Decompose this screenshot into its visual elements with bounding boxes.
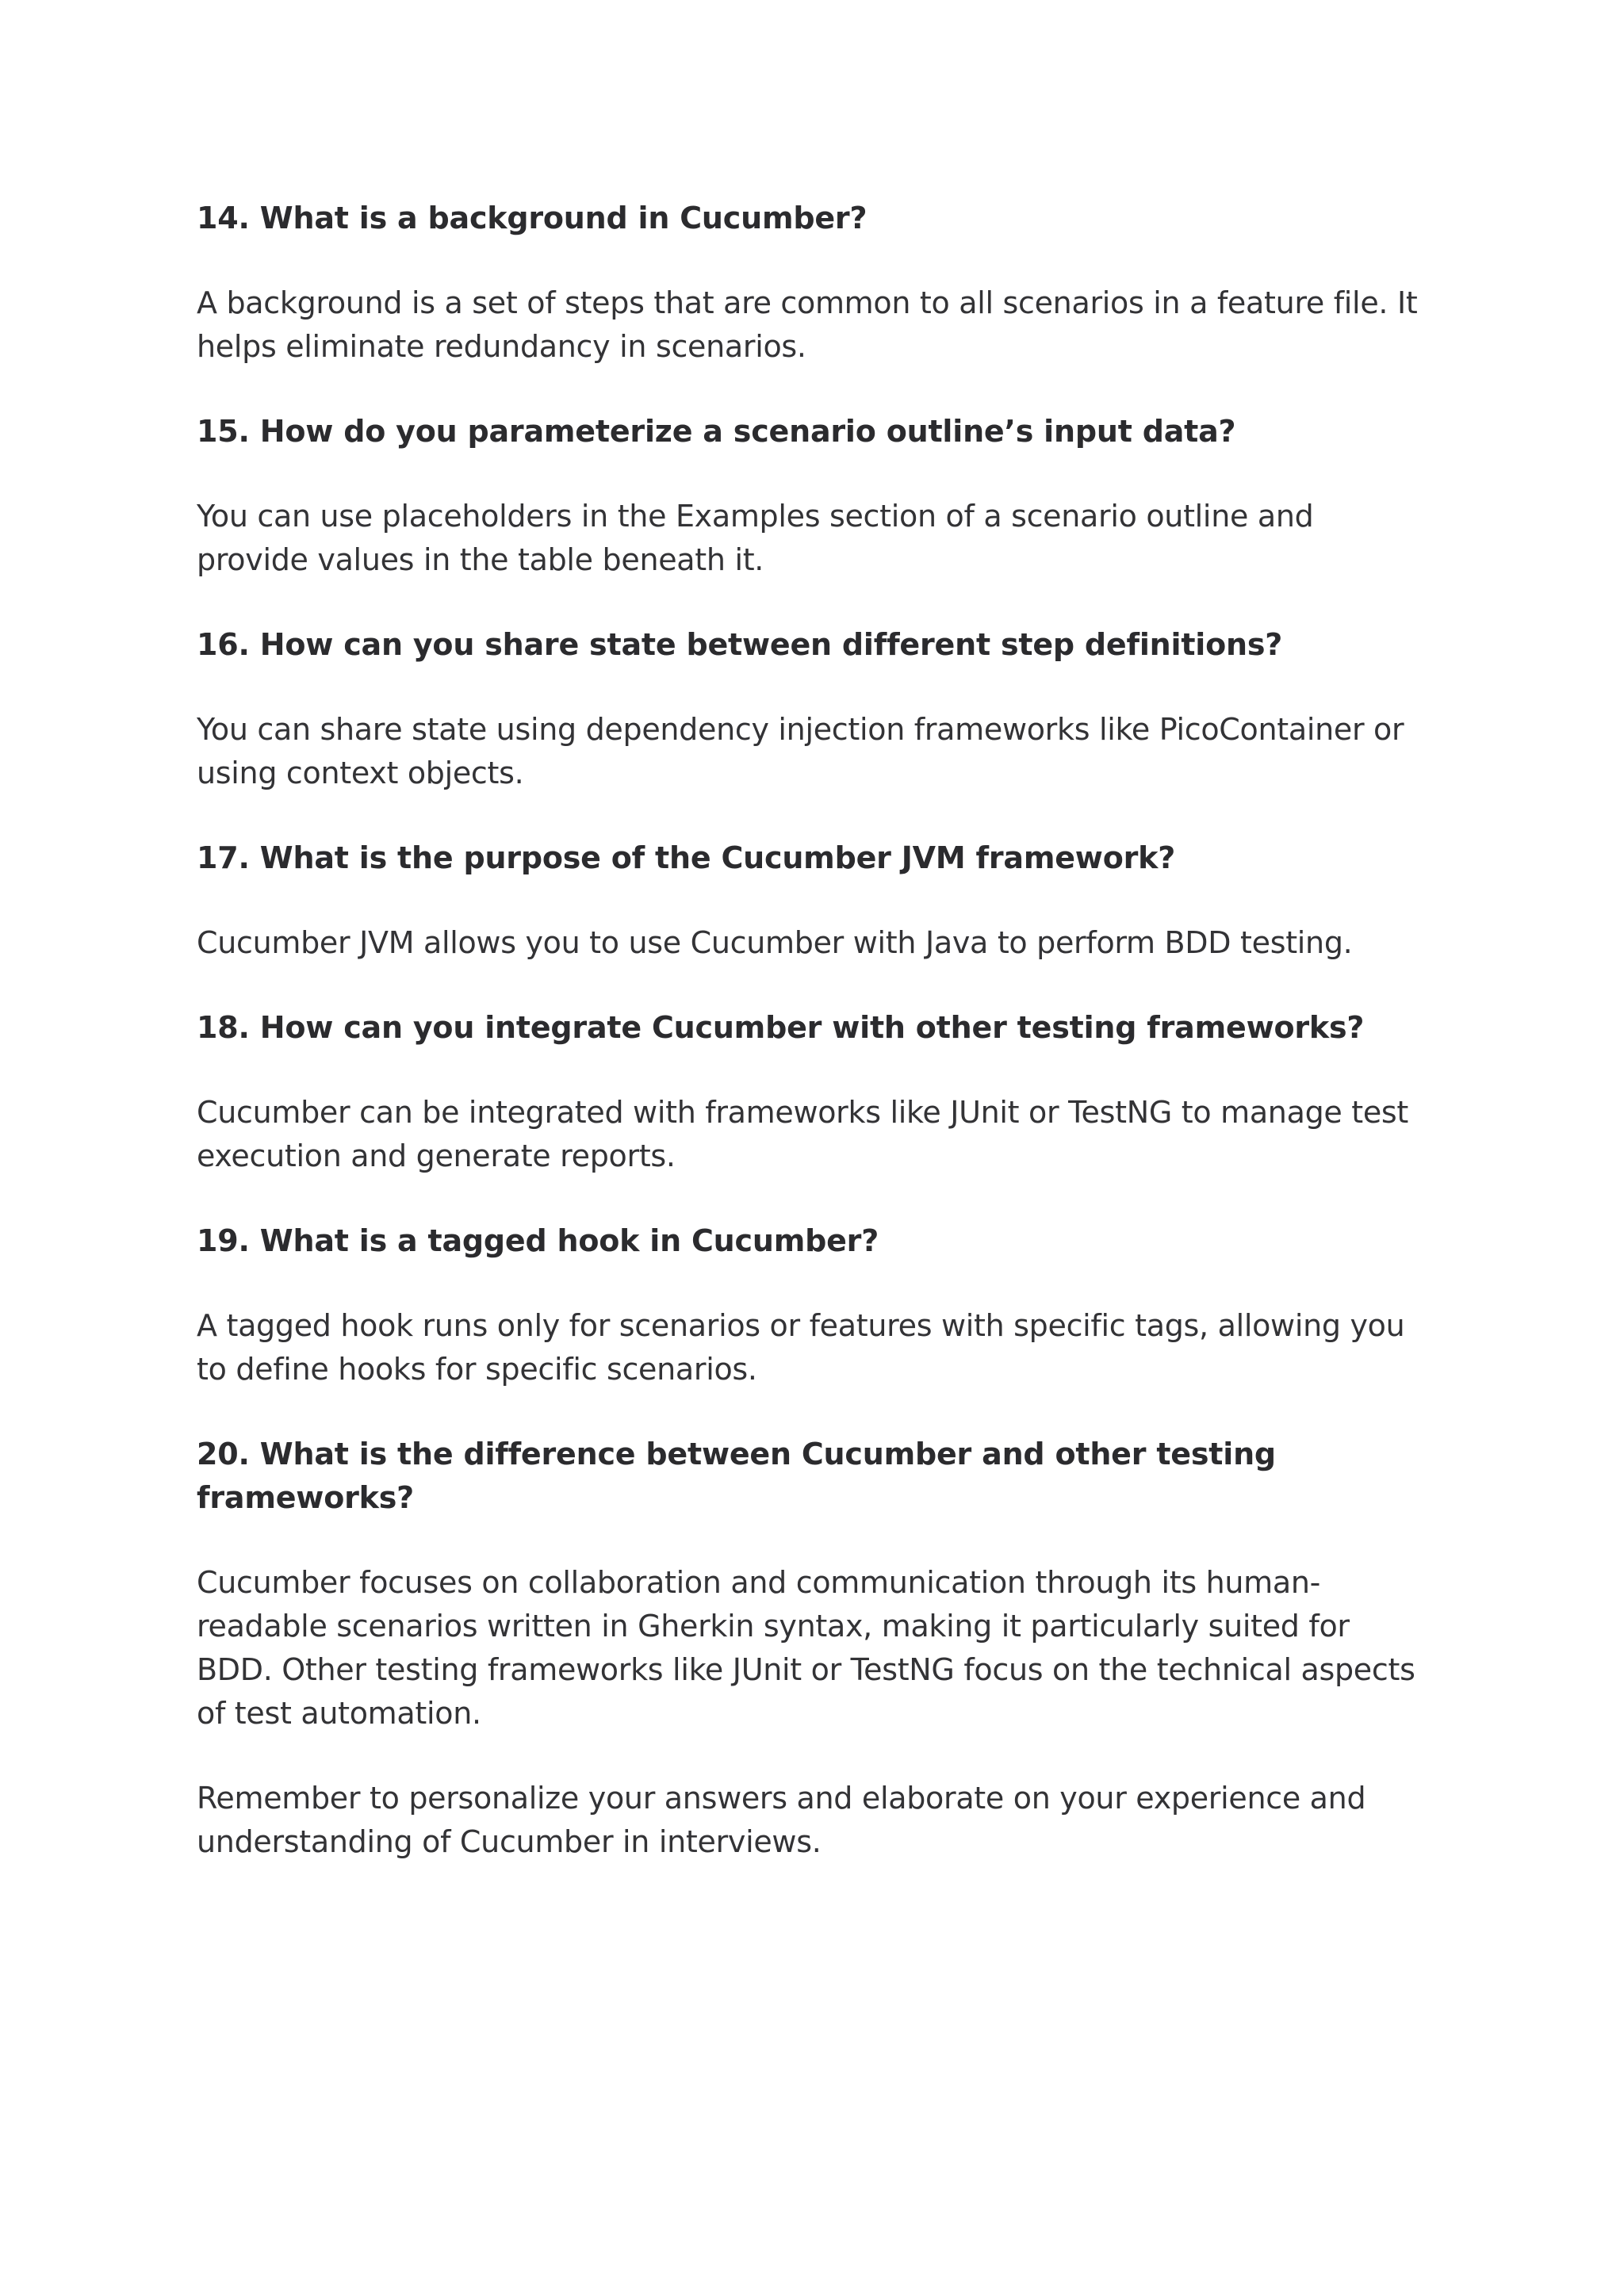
qa-item-15	[197, 410, 1434, 582]
question-heading: 18. How can you integrate Cucumber with other testing frameworks?	[197, 1010, 1365, 1045]
question-heading: 14. What is a background in Cucumber?	[197, 201, 868, 235]
answer-paragraph: Cucumber can be integrated with frameworks like JUnit or TestNG to manage test execution and generate reports.	[197, 1095, 1409, 1173]
answer-paragraph: A tagged hook runs only for scenarios or features with specific tags, allowing you to define hooks for specific scenarios.	[197, 1308, 1405, 1387]
qa-item-17	[197, 836, 1434, 965]
closing-paragraph: Remember to personalize your answers and elaborate on your experience and understanding of Cucumber in interviews.	[197, 1781, 1366, 1859]
question-heading: 16. How can you share state between different step definitions?	[197, 627, 1283, 662]
answer-paragraph: You can share state using dependency injection frameworks like PicoContainer or using context objects.	[197, 712, 1404, 790]
qa-item-20	[197, 1433, 1434, 1735]
qa-item-14	[197, 197, 1434, 369]
question-heading: 17. What is the purpose of the Cucumber JVM framework?	[197, 840, 1176, 875]
document-content	[197, 197, 1434, 1864]
answer-paragraph: Cucumber JVM allows you to use Cucumber with Java to perform BDD testing.	[197, 925, 1353, 960]
answer-paragraph: A background is a set of steps that are common to all scenarios in a feature file. It helps eliminate redundancy in scenarios.	[197, 285, 1418, 364]
qa-item-16	[197, 623, 1434, 795]
question-heading: 19. What is a tagged hook in Cucumber?	[197, 1223, 879, 1258]
answer-paragraph: Cucumber focuses on collaboration and communication through its human-readable scenarios written in Gherkin syntax, making it particularly suited for BDD. Other testing frameworks like JUnit or TestNG focus on the technical aspects of test automation.	[197, 1565, 1415, 1731]
answer-paragraph: You can use placeholders in the Examples section of a scenario outline and provide values in the table beneath it.	[197, 499, 1314, 577]
question-heading: 15. How do you parameterize a scenario outline’s input data?	[197, 414, 1236, 449]
qa-item-19	[197, 1219, 1434, 1391]
qa-item-18	[197, 1006, 1434, 1178]
question-heading: 20. What is the difference between Cucumber and other testing frameworks?	[197, 1437, 1276, 1515]
